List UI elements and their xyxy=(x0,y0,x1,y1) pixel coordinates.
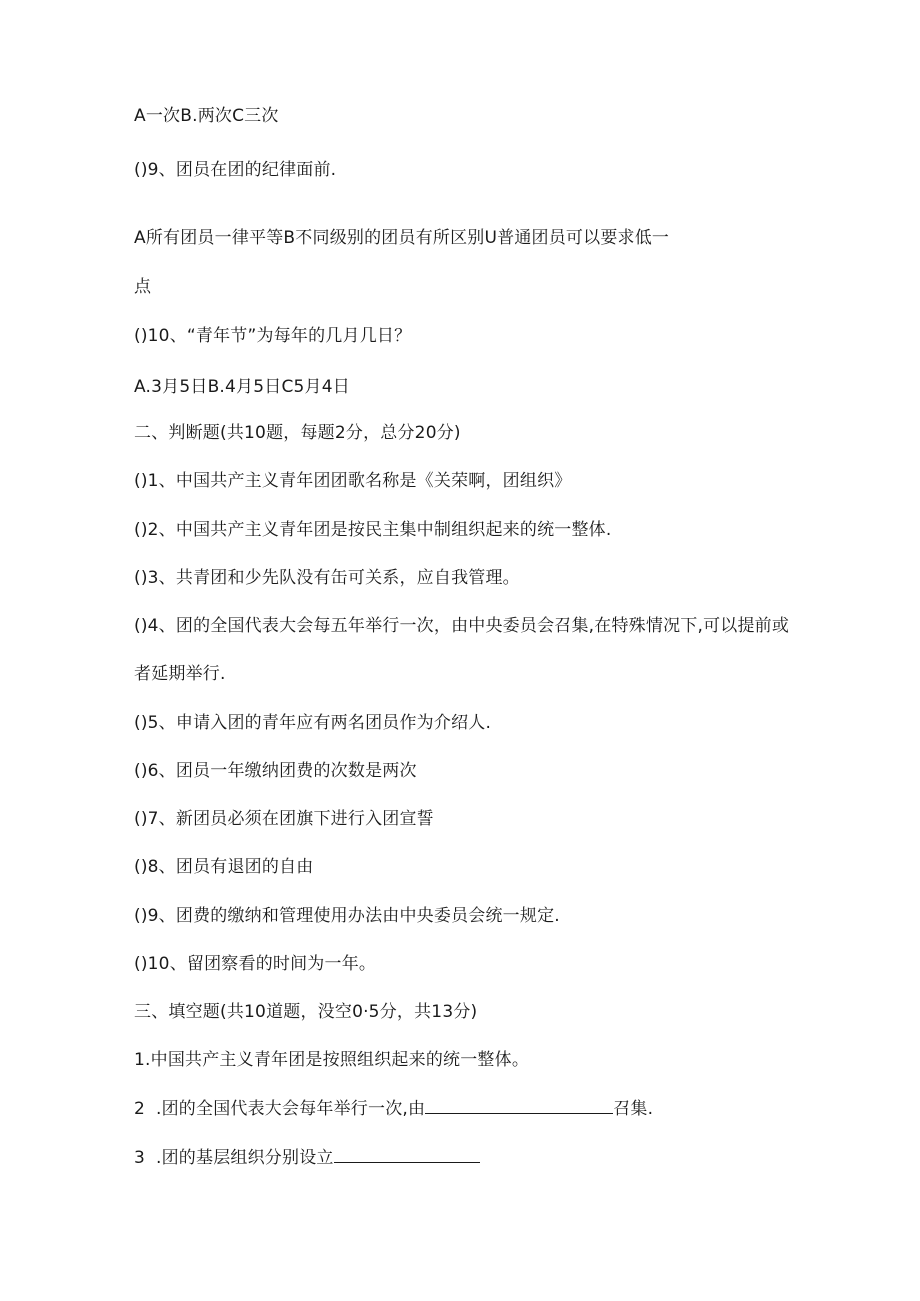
fill-item-text: .团的基层组织分别设立 xyxy=(156,1148,334,1168)
question-line-q10: ()10、“青年节”为每年的几月几日？ xyxy=(134,326,412,346)
judgment-item-7: ()7、新团员必须在团旗下进行入团宣誓 xyxy=(134,809,434,829)
option-line-q9: A所有团员一律平等B不同级别的团员有所区别U普通团员可以要求低一 xyxy=(134,228,670,248)
answer-blank xyxy=(425,1097,613,1114)
fill-item-number: 2 xyxy=(134,1099,146,1119)
fill-item-text: .团的全国代表大会每年举行一次,由 xyxy=(156,1099,426,1119)
judgment-item-9: ()9、团费的缴纳和管理使用办法由中央委员会统一规定. xyxy=(134,906,560,926)
fill-item-number: 3 xyxy=(134,1148,146,1168)
fill-item-3 xyxy=(134,1146,480,1169)
judgment-item-8: ()8、团员有退团的自由 xyxy=(134,857,314,877)
option-line-q10: A.3月5日B.4月5日C5月4日 xyxy=(134,377,350,397)
fill-item-text-after: 召集. xyxy=(613,1099,654,1119)
judgment-item-4: ()4、团的全国代表大会每五年举行一次，由中央委员会召集,在特殊情况下,可以提前或 xyxy=(134,616,790,636)
section-heading-fill: 三、填空题(共10道题，没空0·5分，共13分) xyxy=(134,1002,478,1022)
judgment-item-6: ()6、团员一年缴纳团费的次数是两次 xyxy=(134,761,417,781)
judgment-item-2: ()2、中国共产主义青年团是按民主集中制组织起来的统一整体. xyxy=(134,520,612,540)
question-line-q9: ()9、团员在团的纪律面前. xyxy=(134,160,337,180)
section-heading-judgment: 二、判断题(共10题，每题2分，总分20分) xyxy=(134,423,461,443)
judgment-item-4-continued: 者延期举行. xyxy=(134,664,226,684)
judgment-item-5: ()5、申请入团的青年应有两名团员作为介绍人. xyxy=(134,713,492,733)
judgment-item-10: ()10、留团察看的时间为一年。 xyxy=(134,954,377,974)
judgment-item-1: ()1、中国共产主义青年团团歌名称是《关荣啊，团组织》 xyxy=(134,471,572,491)
answer-blank xyxy=(334,1146,480,1163)
option-line-q8: A一次B.两次C三次 xyxy=(134,106,279,126)
judgment-item-3: ()3、共青团和少先队没有缶可关系，应自我管理。 xyxy=(134,568,520,588)
fill-item-1: 1.中国共产主义青年团是按照组织起来的统一整体。 xyxy=(134,1050,530,1070)
fill-item-2 xyxy=(134,1097,653,1120)
option-line-q9-continued: 点 xyxy=(134,277,152,297)
